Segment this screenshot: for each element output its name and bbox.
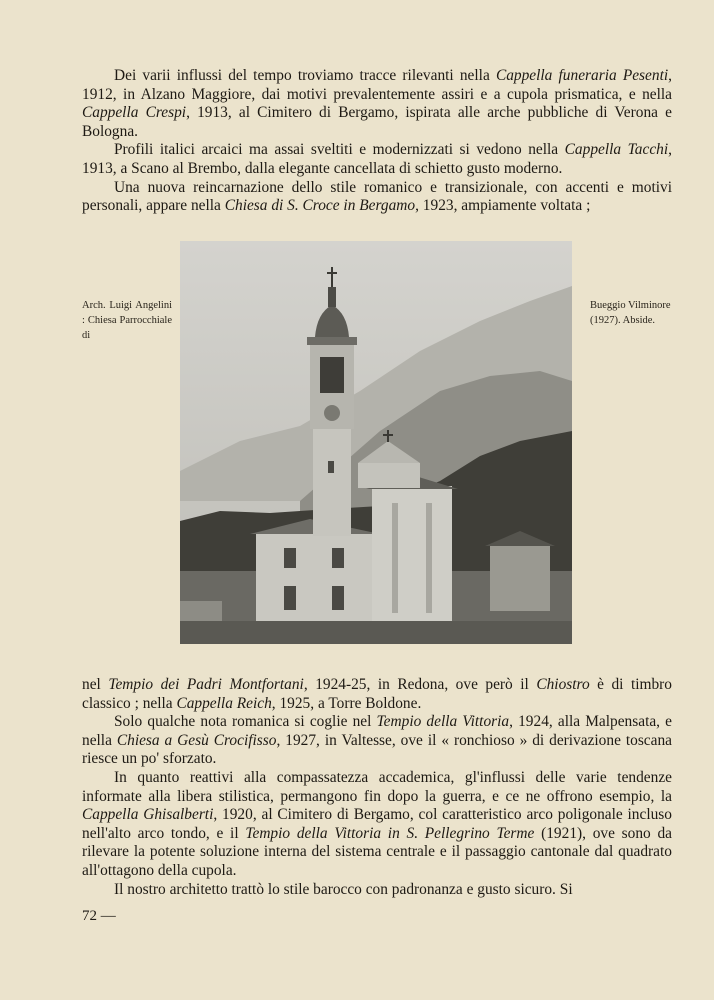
paragraph xyxy=(82,67,672,141)
italic-title: Cappella Tacchi xyxy=(564,141,669,159)
italic-title: Tempio della Vittoria in S. Pellegrino Terme xyxy=(245,824,535,842)
text-run: , 1913, al Cimitero di Bergamo, ispirata alle arche pubbliche di Verona e Bologna. xyxy=(82,104,672,140)
text-run: , 1924, alla Malpensata, e nella xyxy=(82,713,672,749)
text-run: , 1925, a Torre Boldone. xyxy=(271,694,422,712)
page-number: 72 — xyxy=(82,908,116,924)
text-run: Solo qualche nota romanica si coglie nel xyxy=(114,713,377,731)
paragraph xyxy=(82,179,672,216)
photo-caption-left: Arch. Luigi Angelini : Chiesa Parrocchiale di xyxy=(82,300,172,341)
italic-title: Chiesa a Gesù Crocifisso xyxy=(116,731,277,749)
text-run: , 1913, a Scano al Brembo, dalla elegante cancellata di schietto gusto moderno. xyxy=(82,141,672,177)
text-run: (1921), ove sono da rilevare la potente soluzione interna del sistema centrale e il passaggio cantonale dal quadrato all'ottagono della cupola. xyxy=(82,824,672,879)
bottom-text-block xyxy=(82,676,672,899)
italic-title: Cappella Crespi xyxy=(82,104,187,122)
text-run: Dei varii influssi del tempo troviamo tracce rilevanti nella xyxy=(114,67,496,84)
church-apse xyxy=(372,486,452,621)
text-run: nel xyxy=(82,676,109,693)
text-run: Il nostro architetto trattò lo stile barocco con padronanza e gusto sicuro. Si xyxy=(114,880,573,898)
italic-title: Chiostro xyxy=(536,676,590,693)
paragraph xyxy=(82,713,672,769)
text-run: , 1912, in Alzano Maggiore, dai motivi prevalentemente assiri e a cupola prismatica, e nella xyxy=(82,67,672,103)
top-text-block xyxy=(82,67,672,216)
paragraph xyxy=(82,881,672,900)
italic-title: Tempio della Vittoria xyxy=(376,713,510,731)
church-nave xyxy=(256,533,376,623)
photo-caption-right: Bueggio Vilminore (1927). Abside. xyxy=(590,300,671,326)
text-run: , 1927, in Valtesse, ove il « ronchioso » di derivazione toscana riesce un po' sforzato. xyxy=(82,731,672,768)
italic-title: Chiesa di S. Croce in Bergamo xyxy=(224,197,416,215)
text-run: , 1923, ampiamente voltata ; xyxy=(415,197,591,215)
italic-title: Cappella funeraria Pesenti xyxy=(495,67,669,84)
italic-title: Cappella Reich xyxy=(176,694,272,712)
italic-title: Tempio dei Padri Montfortani xyxy=(108,676,304,693)
boundary-wall xyxy=(180,621,572,644)
house-right xyxy=(490,546,550,611)
text-run: , 1920, al Cimitero di Bergamo, col caratteristico arco poligonale incluso nell'alto arco tondo, e il xyxy=(82,806,672,842)
church-photo-drawing xyxy=(180,241,572,644)
text-run: , 1924-25, in Redona, ove però il xyxy=(303,676,537,693)
paragraph xyxy=(82,676,672,713)
bell-tower xyxy=(313,426,351,536)
text-run: Una nuova reincarnazione dello stile romanico e transizionale, con accenti e motivi personali, appare nella xyxy=(82,178,672,215)
text-run: Profili italici arcaici ma assai sveltiti e modernizzati si vedono nella xyxy=(114,141,565,159)
italic-title: Cappella Ghisalberti xyxy=(82,806,214,824)
text-run: In quanto reattivi alla compassatezza accademica, gl'influssi delle varie tendenze informate alla libera stilistica, permangono fin dopo la guerra, e ce ne offrono esempio, la xyxy=(82,768,672,805)
text-run: è di timbro classico ; nella xyxy=(82,676,672,712)
paragraph xyxy=(82,769,672,881)
paragraph xyxy=(82,141,672,178)
church-photo xyxy=(180,241,572,644)
